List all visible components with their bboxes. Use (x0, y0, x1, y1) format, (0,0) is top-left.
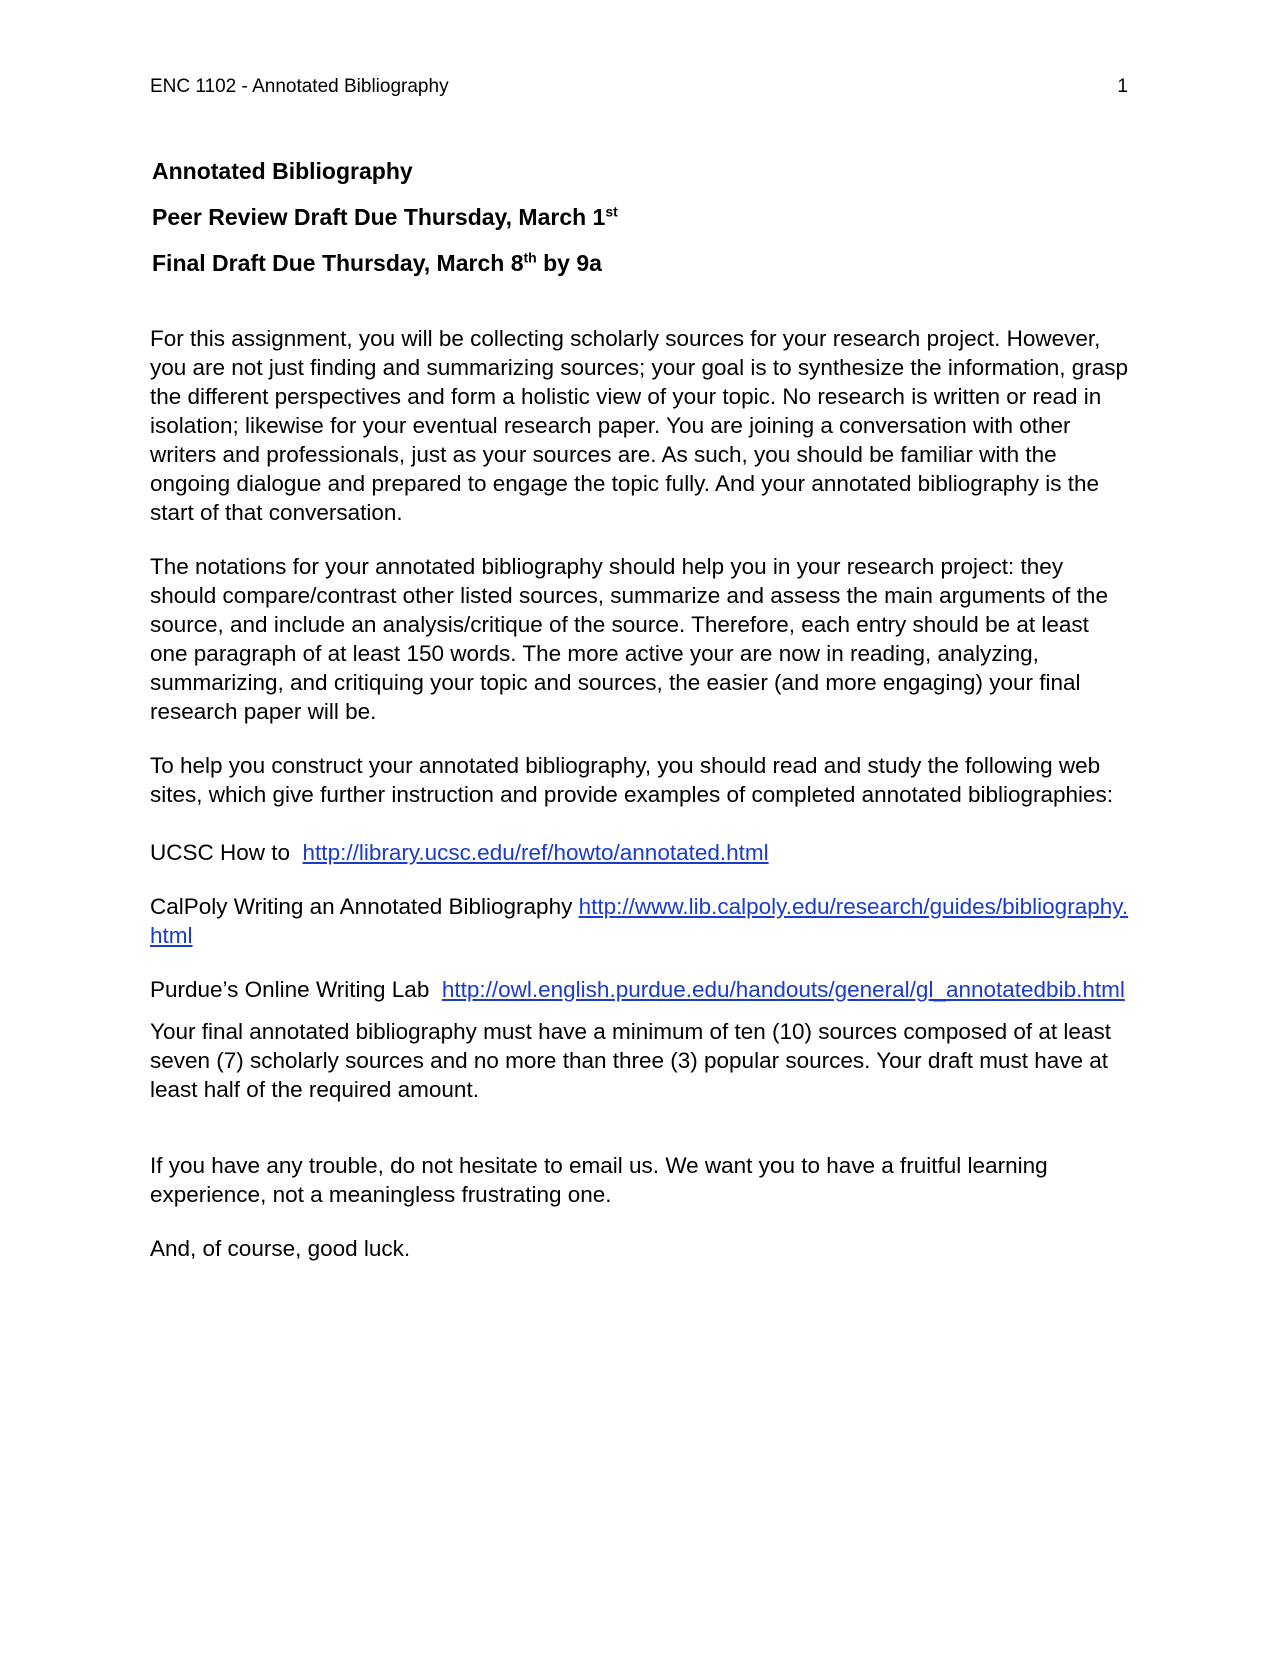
reference-purdue (150, 975, 1130, 1004)
reference-purdue-link[interactable]: http://owl.english.purdue.edu/handouts/general/gl_annotatedbib.html (441, 977, 1125, 1002)
final-draft-time: by 9a (536, 250, 602, 276)
reference-calpoly-label: CalPoly Writing an Annotated Bibliography (150, 894, 579, 919)
paragraph-good-luck: And, of course, good luck. (150, 1236, 411, 1261)
body-section-intro (150, 324, 1130, 834)
document-title: Annotated Bibliography (152, 158, 413, 184)
body-section-requirements (150, 1017, 1130, 1129)
reference-calpoly (150, 892, 1130, 950)
final-draft-due-date (152, 240, 1112, 286)
paragraph-source-requirements: Your final annotated bibliography must have a minimum of ten (10) sources composed of at least seven (7) scholarly sources and no more than three (3) popular sources. Your draft must have at least half of the required amount. (150, 1019, 1111, 1102)
peer-review-text: Peer Review Draft Due Thursday, March 1 (152, 204, 606, 230)
reference-links-list (150, 838, 1130, 1029)
reference-ucsc (150, 838, 1130, 867)
page-number: 1 (1117, 76, 1128, 97)
peer-review-due-date (152, 194, 1112, 240)
final-draft-suffix: th (523, 249, 537, 266)
reference-calpoly-link[interactable]: http://www.lib.calpoly.edu/research/guides/bibliography.html (150, 894, 1129, 948)
peer-review-suffix: st (605, 203, 618, 220)
paragraph-assignment-overview: For this assignment, you will be collecting scholarly sources for your research project. However, you are not just finding and summarizing sources; your goal is to synthesize the information, grasp the different perspectives and form a holistic view of your topic. No research is written or read in isolation; likewise for your eventual research paper. You are joining a conversation with other writers and professionals, just as your sources are. As such, you should be familiar with the ongoing dialogue and prepared to engage the topic fully. And your annotated bibliography is the start of that conversation. (150, 326, 1129, 525)
reference-ucsc-label: UCSC How to (150, 840, 303, 865)
header-course-title: ENC 1102 - Annotated Bibliography (150, 76, 449, 97)
paragraph-resources-intro: To help you construct your annotated bibliography, you should read and study the following web sites, which give further instruction and provide examples of completed annotated bibliographies: (150, 753, 1114, 807)
body-section-closing (150, 1151, 1130, 1288)
reference-ucsc-link[interactable]: http://library.ucsc.edu/ref/howto/annotated.html (302, 840, 769, 865)
reference-purdue-label: Purdue’s Online Writing Lab (150, 977, 442, 1002)
page-header (150, 76, 1128, 98)
paragraph-contact-note: If you have any trouble, do not hesitate to email us. We want you to have a fruitful learning experience, not a meaningless frustrating one. (150, 1153, 1048, 1207)
paragraph-notation-guidelines: The notations for your annotated bibliography should help you in your research project: they should compare/contrast other listed sources, summarize and assess the main arguments of the source, and include an analysis/critique of the source. Therefore, each entry should be at least one paragraph of at least 150 words. The more active your are now in reading, analyzing, summarizing, and critiquing your topic and sources, the easier (and more engaging) your final research paper will be. (150, 554, 1108, 724)
final-draft-text: Final Draft Due Thursday, March 8 (152, 250, 524, 276)
title-block (152, 148, 1112, 286)
